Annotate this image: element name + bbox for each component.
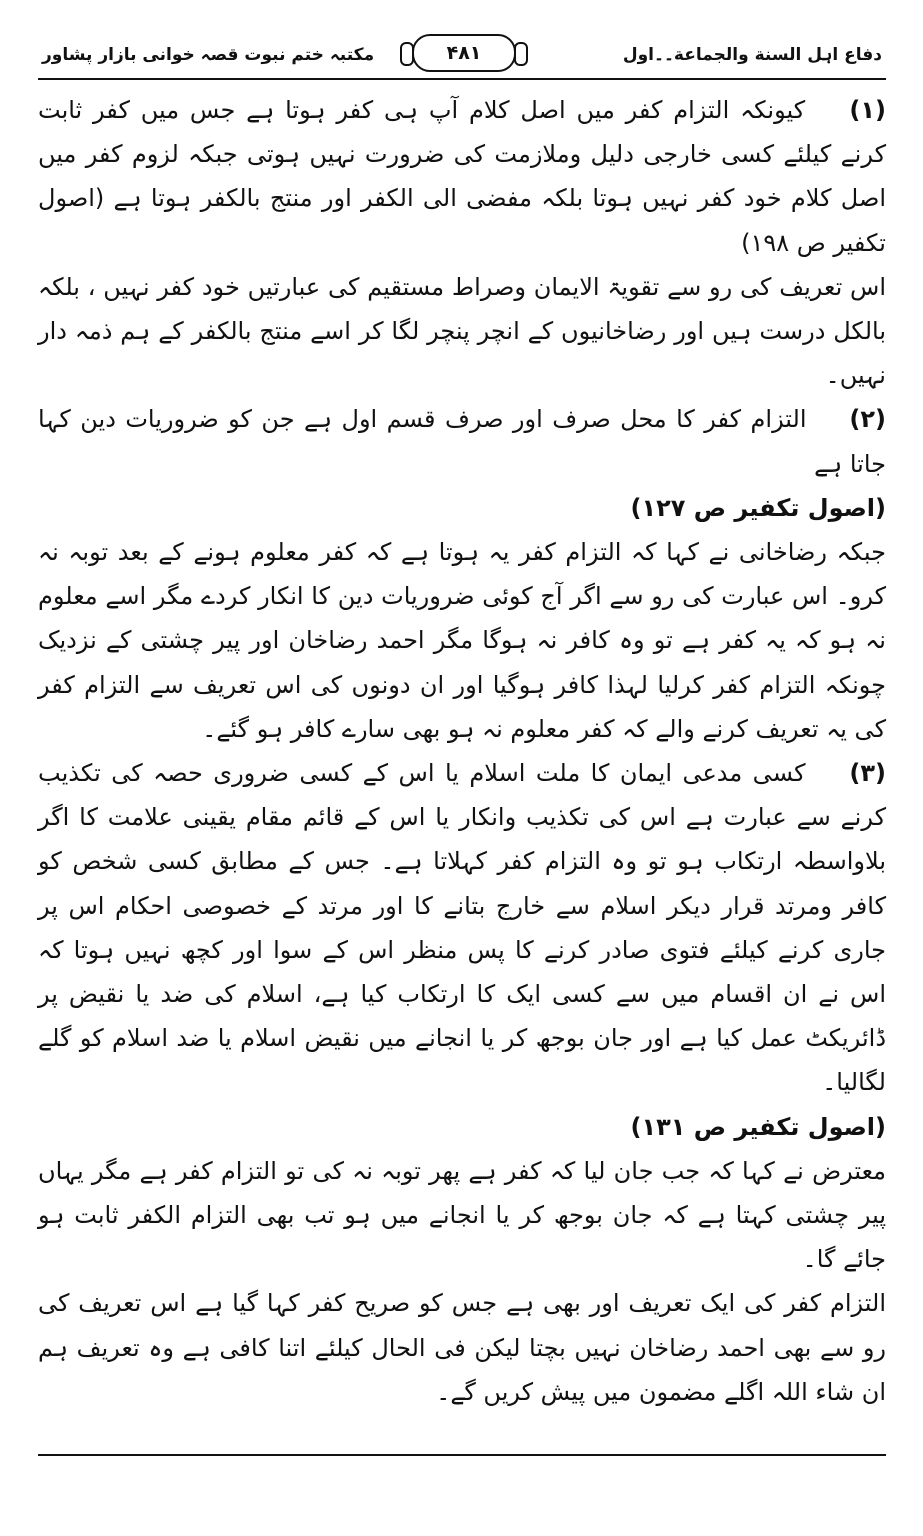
paragraph-text: کسی مدعی ایمان کا ملت اسلام یا اس کے کسی ضروری حصہ کی تکذیب کرنے سے عبارت ہے اس کی تکذیب وانکار یا اس کے قائم مقام یقینی علامت کا اگر بلاواسطہ ارتکاب ہو تو وہ التزام کفر کہلاتا ہے۔ جس کے مطابق کسی شخص کو کافر ومرتد قرار دیکر اسلام سے خارج بتانے کا اور مرتد کے خصوصی احکام اس پر جاری کرنے کیلئے فتوی صادر کرنے کا پس منظر اس کے سوا اور کچھ نہیں ہوتا کہ اس نے ان اقسام میں سے کسی ایک کا ارتکاب کیا ہے، اسلام کی ضد یا نقیض پر ڈائریکٹ عمل کیا ہے اور جان بوجھ کر یا انجانے میں نقیض اسلام یا ضد اسلام کو گلے لگالیا۔ [38,759,886,1097]
paragraph-text: معترض نے کہا کہ جب جان لیا کہ کفر ہے پھر توبہ نہ کی تو التزام کفر ہے مگر یہاں پیر چشتی کہتا ہے کہ جان بوجھ کر یا انجانے میں ہو تب بھی التزام الکفر ثابت ہو جائے گا۔ [38,1156,886,1274]
paragraph-3 [38,397,886,485]
reference-1 [38,486,886,530]
item-marker: (۳) [849,759,886,788]
paragraph-7 [38,1281,886,1414]
page-number: ۴۸۱ [412,34,516,72]
book-title: دفاع اہل السنة والجماعة۔۔اول [622,45,882,65]
page-header [38,38,886,80]
footer-divider [38,1454,886,1456]
paragraph-text: کیونکہ التزام کفر میں اصل کلام آپ ہی کفر ہوتا ہے جس میں کفر ثابت کرنے کیلئے کسی خارجی دلیل وملازمت کی ضرورت نہیں ہوتی جبکہ لزوم کفر میں اصل کلام خود کفر نہیں ہوتا بلکہ مفضی الی الکفر اور منتج بالکفر ہوتا ہے (اصول تکفیر ص ۱۹۸) [38,96,886,257]
reference-text: (اصول تکفیر ص ۱۲۷) [630,493,886,522]
page-body [38,88,886,1414]
item-marker: (۱) [849,96,886,124]
publisher-name: مکتبہ ختم نبوت قصہ خوانی بازار پشاور [42,45,375,65]
paragraph-text: التزام کفر کا محل صرف اور صرف قسم اول ہے جن کو ضروریات دین کہا جاتا ہے [38,405,886,478]
paragraph-5 [38,751,886,1105]
paragraph-1 [38,88,886,265]
book-page [38,30,886,1510]
item-marker: (۲) [849,405,886,434]
paragraph-text: اس تعریف کی رو سے تقویۃ الایمان وصراط مستقیم کی عبارتیں خود کفر نہیں ، بلکہ بالکل درست ہیں اور رضاخانیوں کے انچر پنچر لگا کر اسے منتج بالکفر کے ہم ذمہ دار نہیں۔ [38,272,886,390]
paragraph-2 [38,265,886,398]
paragraph-text: جبکہ رضاخانی نے کہا کہ التزام کفر یہ ہوتا ہے کہ کفر معلوم ہونے کے بعد توبہ نہ کرو۔ اس عبارت کی رو سے اگر آج کوئی ضروریات دین کا انکار کردے مگر اسے معلوم نہ ہو کہ یہ کفر ہے تو وہ کافر نہ ہوگا مگر احمد رضاخان اور پیر چشتی کے نزدیک چونکہ التزام کفر کرلیا لہذا کافر ہوگیا اور ان دونوں کی اس تعریف سے التزام کفر کی یہ تعریف کرنے والے کہ کفر معلوم نہ ہو بھی سارے کافر ہو گئے۔ [38,538,886,743]
paragraph-6 [38,1149,886,1282]
reference-2 [38,1105,886,1149]
paragraph-4 [38,530,886,751]
reference-text: (اصول تکفیر ص ۱۳۱) [630,1112,886,1141]
paragraph-text: التزام کفر کی ایک تعریف اور بھی ہے جس کو صریح کفر کہا گیا ہے اس تعریف کی رو سے بھی احمد رضاخان نہیں بچتا لیکن فی الحال کیلئے اتنا کافی ہے وہ تعریف ہم ان شاء اللہ اگلے مضمون میں پیش کریں گے۔ [38,1289,886,1406]
